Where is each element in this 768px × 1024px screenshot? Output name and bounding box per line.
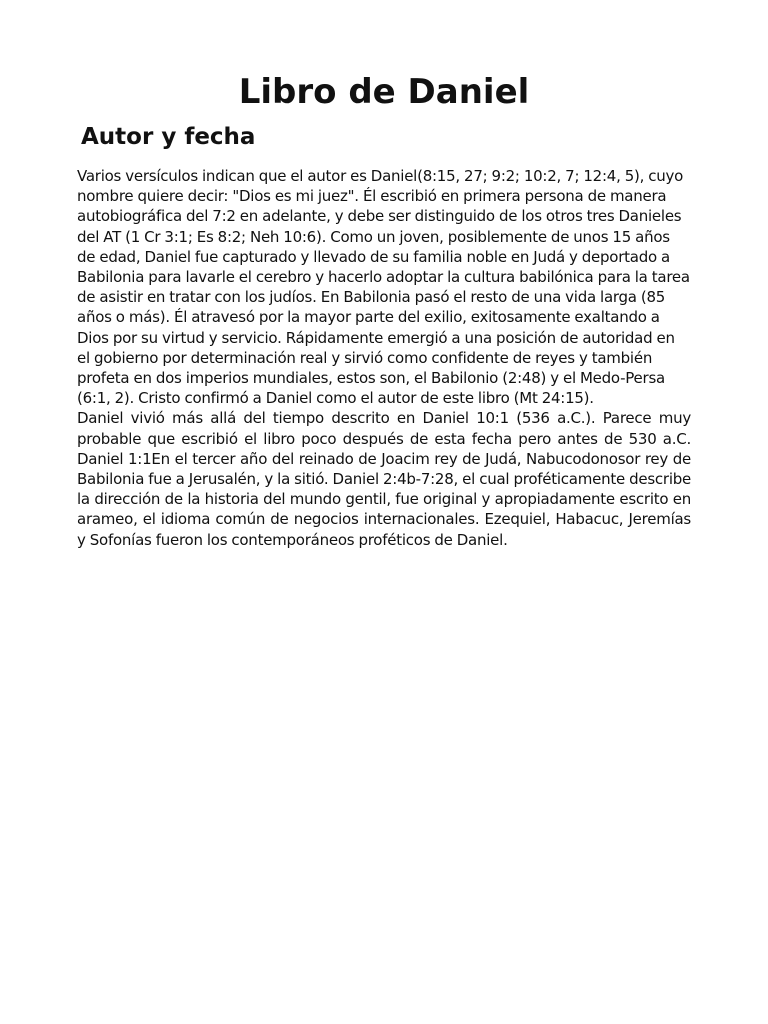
section-heading: Autor y fecha [81, 124, 256, 150]
body-text [77, 166, 691, 550]
paragraph-date: Daniel vivió más allá del tiempo descrito en Daniel 10:1 (536 a.C.). Parece muy probable que escribió el libro poco después de esta fecha pero antes de 530 a.C. Daniel 1:1En el tercer año del reinado de Joacim rey de Judá, Nabucodonosor rey de Babilonia fue a Jerusalén, y la sitió. Daniel 2:4b-7:28, el cual proféticamente describe la dirección de la historia del mundo gentil, fue original y apropiadamente escrito en arameo, el idioma común de negocios internacionales. Ezequiel, Habacuc, Jeremías y Sofonías fueron los contemporáneos proféticos de Daniel. [77, 409, 691, 549]
page-title: Libro de Daniel [238, 72, 530, 112]
paragraph-author: Varios versículos indican que el autor es Daniel(8:15, 27; 9:2; 10:2, 7; 12:4, 5), cuyo nombre quiere decir: "Dios es mi juez". Él escribió en primera persona de manera autobiográfica del 7:2 en adelante, y debe ser distinguido de los otros tres Danieles del AT (1 Cr 3:1; Es 8:2; Neh 10:6). Como un joven, posiblemente de unos 15 años de edad, Daniel fue capturado y llevado de su familia noble en Judá y deportado a Babilonia para lavarle el cerebro y hacerlo adoptar la cultura babilónica para la tarea de asistir en tratar con los judíos. En Babilonia pasó el resto de una vida larga (85 años o más). Él atravesó por la mayor parte del exilio, exitosamente exaltando a Dios por su virtud y servicio. Rápidamente emergió a una posición de autoridad en el gobierno por determinación real y sirvió como confidente de reyes y también profeta en dos imperios mundiales, estos son, el Babilonio (2:48) y el Medo-Persa (6:1, 2). Cristo confirmó a Daniel como el autor de este libro (Mt 24:15). [77, 167, 690, 408]
